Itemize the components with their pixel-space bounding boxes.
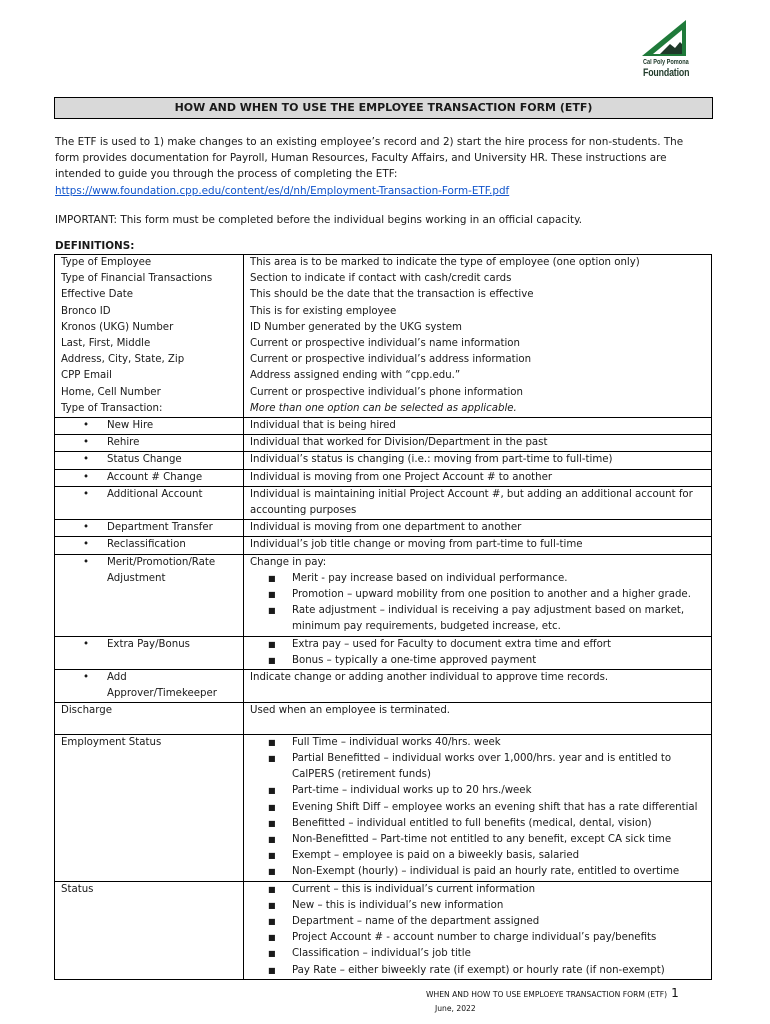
list-item: ■ Project Account # - account number to charge individual’s pay/benefits bbox=[268, 932, 657, 944]
descs-block bbox=[244, 255, 712, 418]
table-row bbox=[55, 255, 712, 418]
definitions-table bbox=[54, 254, 712, 980]
desc: Section to indicate if contact with cash/credit cards bbox=[250, 273, 512, 285]
list-item: ■ New – this is individual’s new information bbox=[268, 899, 504, 911]
term: Additional Account bbox=[107, 488, 203, 500]
desc: Individual’s status is changing (i.e.: moving from part-time to full-time) bbox=[244, 452, 712, 469]
term: Address, City, State, Zip bbox=[61, 354, 185, 366]
list-item: ■ Promotion – upward mobility from one position to another and a higher grade. bbox=[268, 589, 691, 601]
desc: Current or prospective individual’s name information bbox=[250, 338, 520, 350]
desc: More than one option can be selected as applicable. bbox=[250, 402, 517, 414]
desc: This is for existing employee bbox=[250, 305, 397, 317]
desc: Current or prospective individual’s address information bbox=[250, 354, 532, 366]
term: Bronco ID bbox=[61, 305, 111, 317]
term: Type of Financial Transactions bbox=[61, 273, 213, 285]
desc: Individual is moving from one department to another bbox=[244, 520, 712, 537]
list-item: ■ Part-time – individual works up to 20 hrs./week bbox=[268, 785, 532, 797]
desc: This should be the date that the transaction is effective bbox=[250, 289, 534, 301]
table-row bbox=[55, 734, 712, 881]
table-row: • Rehire Individual that worked for Division/Department in the past bbox=[55, 435, 712, 452]
term: Status Change bbox=[107, 454, 182, 466]
term: Employment Status bbox=[55, 734, 244, 881]
term: Discharge bbox=[55, 703, 244, 734]
term: Last, First, Middle bbox=[61, 338, 151, 350]
table-row: • Account # Change Individual is moving from one Project Account # to another bbox=[55, 469, 712, 486]
term: Type of Employee bbox=[61, 257, 152, 268]
list-item: ■ Bonus – typically a one-time approved payment bbox=[268, 654, 537, 666]
term: Kronos (UKG) Number bbox=[61, 321, 174, 333]
table-row bbox=[55, 703, 712, 734]
employment-status-list bbox=[250, 735, 705, 881]
desc: Individual is moving from one Project Account # to another bbox=[244, 469, 712, 486]
term: CPP Email bbox=[61, 370, 112, 382]
list-item: ■ Classification – individual’s job title bbox=[268, 948, 471, 960]
list-item: ■ Benefitted – individual entitled to full benefits (medical, dental, vision) bbox=[268, 817, 652, 829]
status-list bbox=[250, 882, 705, 979]
page-footer bbox=[426, 986, 679, 1000]
term: Effective Date bbox=[61, 289, 134, 301]
logo-line1: Cal Poly Pomona bbox=[643, 59, 689, 66]
list-item: ■ Merit - pay increase based on individual performance. bbox=[268, 572, 568, 584]
term: Account # Change bbox=[107, 471, 203, 483]
desc: Individual that is being hired bbox=[244, 418, 712, 435]
footer-date: June, 2022 bbox=[435, 1004, 476, 1013]
table-row: • Extra Pay/Bonus ■ Extra pay – used for Faculty to document extra time and effort ■ Bonus – typically a one-time approved payment bbox=[55, 636, 712, 669]
footer-text: WHEN AND HOW TO USE EMPLOEYE TRANSACTION FORM (ETF) bbox=[426, 990, 668, 999]
list-item: ■ Non-Benefitted – Part-time not entitled to any benefit, except CA sick time bbox=[268, 833, 672, 845]
desc: ID Number generated by the UKG system bbox=[250, 321, 462, 333]
desc: Address assigned ending with “cpp.edu.” bbox=[250, 370, 461, 382]
list-item: ■ Exempt – employee is paid on a biweekly basis, salaried bbox=[268, 850, 580, 862]
term: Rehire bbox=[107, 437, 140, 449]
table-row: • Department Transfer Individual is moving from one department to another bbox=[55, 520, 712, 537]
list-item: ■ Extra pay – used for Faculty to document extra time and effort bbox=[268, 638, 611, 650]
intro-paragraph bbox=[55, 134, 705, 199]
table-row: • Status Change Individual’s status is changing (i.e.: moving from part-time to full-time) bbox=[55, 452, 712, 469]
term: New Hire bbox=[107, 420, 154, 432]
definitions-heading: DEFINITIONS: bbox=[55, 240, 135, 252]
desc: Indicate change or adding another individual to approve time records. bbox=[244, 670, 712, 703]
table-row: • Reclassification Individual’s job title change or moving from part-time to full-time bbox=[55, 537, 712, 554]
list-item: ■ Evening Shift Diff – employee works an evening shift that has a rate differential bbox=[268, 801, 698, 813]
list-item: ■ Current – this is individual’s current information bbox=[268, 883, 536, 895]
desc: Individual is maintaining initial Project Account #, but adding an additional account for accounting purposes bbox=[244, 486, 712, 519]
term: Add Approver/Timekeeper bbox=[107, 672, 217, 700]
table-row: • New Hire Individual that is being hired bbox=[55, 418, 712, 435]
document-title: HOW AND WHEN TO USE THE EMPLOYEE TRANSACTION FORM (ETF) bbox=[54, 97, 713, 119]
important-note: IMPORTANT: This form must be completed before the individual begins working in an official capacity. bbox=[55, 214, 583, 226]
list-item: ■ Pay Rate – either biweekly rate (if exempt) or hourly rate (if non-exempt) bbox=[268, 964, 665, 976]
extra-pay-list bbox=[250, 637, 705, 669]
list-item: ■ Rate adjustment – individual is receiving a pay adjustment based on market, minimum pay requirements, budgeted increase, etc. bbox=[268, 605, 685, 633]
logo-line2: Foundation bbox=[643, 67, 690, 79]
desc: Current or prospective individual’s phone information bbox=[250, 386, 523, 398]
term: Status bbox=[55, 881, 244, 979]
table-row: • Additional Account Individual is maintaining initial Project Account #, but adding an additional account for accounting purposes bbox=[55, 486, 712, 519]
terms-block bbox=[55, 255, 244, 418]
term: Type of Transaction: bbox=[61, 402, 163, 414]
term: Reclassification bbox=[107, 539, 186, 551]
desc: Used when an employee is terminated. bbox=[244, 703, 712, 734]
merit-list bbox=[250, 571, 705, 636]
list-item: ■ Department – name of the department assigned bbox=[268, 915, 540, 927]
table-row: • Merit/Promotion/Rate Adjustment Change in pay: ■ Merit - pay increase based on individual performance. ■ Promotion – upward mobility from one position to another and a higher grade. ■ Rate adjustment – individual is receiving a pay adjustment based on market, minimum pay requirements, budgeted increase, etc. bbox=[55, 554, 712, 636]
list-item: ■ Non-Exempt (hourly) – individual is paid an hourly rate, entitled to overtime bbox=[268, 866, 680, 878]
term: Extra Pay/Bonus bbox=[107, 638, 190, 650]
list-item: ■ Partial Benefitted – individual works over 1,000/hrs. year and is entitled to CalPERS (retirement funds) bbox=[268, 752, 672, 781]
term: Home, Cell Number bbox=[61, 386, 161, 398]
list-item: ■ Full Time – individual works 40/hrs. week bbox=[268, 736, 501, 748]
table-row bbox=[55, 881, 712, 979]
intro-text: The ETF is used to 1) make changes to an existing employee’s record and 2) start the hire process for non-students. The form provides documentation for Payroll, Human Resources, Faculty Affairs, and University HR. These instructions are intended to guide you through the process of completing the ETF: bbox=[55, 136, 684, 181]
desc: Change in pay: bbox=[250, 556, 327, 568]
desc: This area is to be marked to indicate the type of employee (one option only) bbox=[250, 257, 640, 268]
term: Merit/Promotion/Rate Adjustment bbox=[107, 556, 216, 584]
etf-form-link[interactable]: https://www.foundation.cpp.edu/content/es/d/nh/Employment-Transaction-Form-ETF.pdf bbox=[55, 184, 510, 197]
term: Department Transfer bbox=[107, 522, 213, 534]
page-number: 1 bbox=[671, 986, 679, 1000]
table-row: • Add Approver/Timekeeper Indicate change or adding another individual to approve time records. bbox=[55, 670, 712, 703]
desc: Individual that worked for Division/Department in the past bbox=[244, 435, 712, 452]
desc: Individual’s job title change or moving from part-time to full-time bbox=[244, 537, 712, 554]
